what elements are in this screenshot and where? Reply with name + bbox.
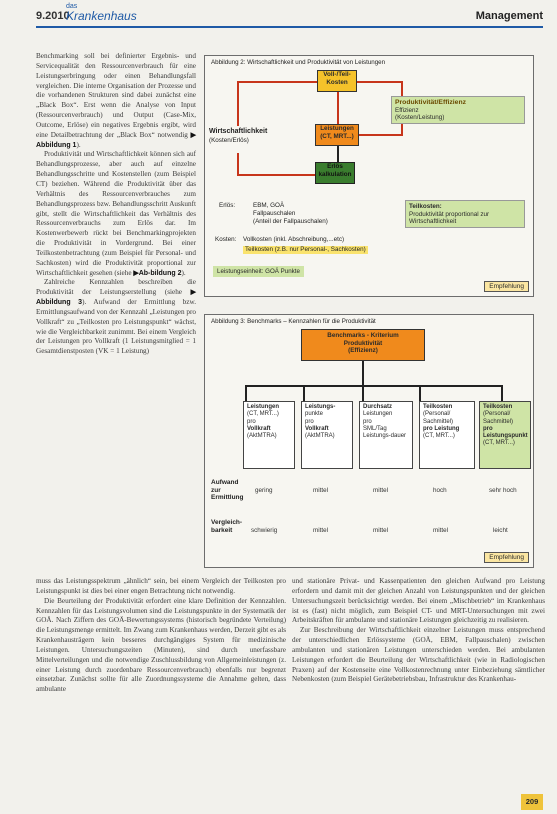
effort-value: mittel bbox=[373, 487, 389, 494]
paragraph: Die Beurteilung der Produktivität erfordert eine klare Definition der Kennzahlen. Kennzahlen für das Leistungsvolumen sind die Leistungspunkte in der Systematik der GOÄ. Nach Ziffern des GOÄ-Bewertungssystems (historisch begründete Verteilung) die Leistungsmenge ermittelt. Im Zwang zum Krankenhaus werden, Derzeit gibt es als Krankenhausträgern kein besseres durchgängiges System für medizinische Leistungen. Untersuchungszeiten (Minuten), sind durch unerfassbare Mittelverteilungen und die notwendige Zuschlussbildung von Allgemeinleistungen (z. einer Leistung durch zuordenbare Ressourcenverbrauch) ebenfalls nur begrenzt einsetzbar. Zunächst sollte für alle Zuordnungssysteme die Annahme gelten, dass ambulante bbox=[36, 596, 286, 694]
paragraph: Zahlreiche Kennzahlen beschreiben die Produktivität der Leistungserstellung (siehe ▶ Abbildung 3). Aufwand der Ermittlung bzw. Ermittlungsaufwand von der Kennzahl „Leistungen pro Vollkraft“ zu „Teilkosten pro Leistungspunkt“ wächst, wie die Vergleichbarkeit zunimmt. Bei einem Vergleich der Leistungen pro Vollkraft (1 Leistungsmitglied = 1 Gesamtdienstposten (VK = 1 Leistung) bbox=[36, 278, 196, 356]
services-box: Leistungen (CT, MRT...) bbox=[315, 124, 359, 146]
recommendation-button[interactable]: Empfehlung bbox=[484, 281, 529, 292]
effort-value: gering bbox=[255, 487, 273, 494]
connector-line bbox=[245, 385, 247, 401]
partial-cost-note: Teilkosten: Produktivität proportional zur Wirtschaftlichkeit bbox=[405, 200, 525, 228]
connector-line bbox=[245, 385, 501, 387]
revenue-item: EBM, GOÄ bbox=[253, 202, 285, 209]
cost-item: Teilkosten (z.B. nur Personal-, Sachkosten) bbox=[245, 246, 366, 253]
economy-label: Wirtschaftlichkeit bbox=[209, 128, 268, 135]
magazine-logo: das Krankenhaus bbox=[66, 3, 137, 23]
recommendation-button[interactable]: Empfehlung bbox=[484, 552, 529, 563]
effort-label: Aufwand zur Ermittlung bbox=[211, 479, 244, 501]
kpi-box: Leistungen (CT, MRT...) pro Vollkraft (AktMTRA) bbox=[243, 401, 295, 469]
comparability-value: leicht bbox=[493, 527, 508, 534]
comparability-label: Vergleich- barkeit bbox=[211, 519, 243, 534]
paragraph: und stationäre Privat- und Kassenpatienten den gleichen Aufwand pro Leistung erfordern und damit mit der gleichen Anzahl von Leistungspunkten und der gleichen Untersuchungszeit berücksichtigt werden. Bei einem „Mischbetrieb“ im Krankenhaus ist es (fast) nicht möglich, zum Beispiel CT- und MRT-Untersuchungen mit zwei Arbeitskräften für ambulante und stationäre Leistungen gleichzeitig zu realisieren. bbox=[292, 577, 545, 625]
effort-value: hoch bbox=[433, 487, 447, 494]
comparability-value: schwierig bbox=[251, 527, 278, 534]
connector-line bbox=[357, 81, 403, 83]
kpi-box: Leistungs- punkte pro Vollkraft (AktMTRA) bbox=[301, 401, 353, 469]
figure-title: Abbildung 2: Wirtschaftlichkeit und Produktivität von Leistungen bbox=[211, 59, 386, 66]
revenue-box: Erlös kalkulation bbox=[315, 162, 355, 184]
paragraph: Produktivität und Wirtschaftlichkeit können sich auf Behandlungsprozesse, aber auch auf einzelne Behandlungsschritte und Kostenstellen (zum Beispiel CT) beziehen. Während die Produktivität über das Verhältnis des Ressourcenverbrauches zum Behandlungsprozess bzw. Behandlungsschritt Auskunft gibt, stellt die Wirtschaftlichkeit das Verhältnis des Ressourcenverbrauchs zum Erlös dar. Im Kostenwerbewerb rückt bei Benchmarkingprojekten die Produktivität in Vordergrund. Bei einer Teilkostenbetrachtung (zum Beispiel für Personal- und Sachkosten) wird die Produktivität proportional zur Wirtschaftlichkeit gesehen (siehe ▶Ab-bildung 2). bbox=[36, 150, 196, 277]
cost-label: Kosten: bbox=[215, 236, 237, 243]
revenue-item: Fallpauschalen bbox=[253, 210, 296, 217]
kpi-box: Durchsatz Leistungen pro SML/Tag Leistungs-dauer bbox=[359, 401, 413, 469]
figure-ref: ▶ Abbildung 3 bbox=[36, 289, 196, 307]
connector-line bbox=[337, 92, 339, 124]
connector-line bbox=[362, 361, 364, 401]
section-title: Management bbox=[475, 10, 543, 22]
connector-line bbox=[237, 81, 239, 126]
comparability-value: mittel bbox=[433, 527, 449, 534]
productivity-box: Produktivität/Effizienz Effizienz (Kosten/Leistung) bbox=[391, 96, 525, 124]
paragraph: Benchmarking soll bei definierter Ergebnis- und Servicequalität den Ressourcenverbrauch für eine Leistungserbringung oder einen Behandlungsfall vergleichen. Die interne Organisation der Prozesse und die vorhandenen Strukturen sind dabei zunächst eine „Black Box“. Erst wenn die Analyse von Input (Ressourcenverbrauch) und Output (Case-Mix, Outcome, Erlöse) ein negatives Ergebnis ergibt, wird eine Detailbetrachtung der „Black Box“ notwendig ▶ Abbildung 1). bbox=[36, 52, 196, 149]
revenue-item: (Anteil der Fallpauschalen) bbox=[253, 218, 328, 225]
connector-line bbox=[359, 134, 403, 136]
benchmark-criterion-box: Benchmarks - Kriterium Produktivität (Effizienz) bbox=[301, 329, 425, 361]
figure-economy-productivity bbox=[204, 55, 534, 297]
bottom-left-column-text bbox=[36, 577, 286, 695]
kpi-box-recommended: Teilkosten (Personal/ Sachmittel) pro Leistungspunkt (CT, MRT...) bbox=[479, 401, 531, 469]
figure-title: Abbildung 3: Benchmarks – Kennzahlen für die Produktivität bbox=[211, 318, 376, 325]
figure-ref: ▶ Abbildung 1 bbox=[36, 131, 196, 149]
comparability-value: mittel bbox=[313, 527, 329, 534]
figure-ref: ▶Ab-bildung 2 bbox=[133, 269, 182, 277]
issue-number: 9.2010 bbox=[36, 10, 70, 22]
economy-sub: (Kosten/Erlös) bbox=[209, 137, 249, 144]
bottom-right-column-text bbox=[292, 577, 545, 685]
service-unit-note: Leistungseinheit: GOÄ Punkte bbox=[213, 266, 304, 277]
connector-line bbox=[501, 385, 503, 401]
kpi-box: Teilkosten (Personal/ Sachmittel) pro Leistung (CT, MRT...) bbox=[419, 401, 475, 469]
header-rule bbox=[36, 26, 543, 28]
revenue-label: Erlös: bbox=[219, 202, 236, 209]
paragraph: muss das Leistungsspektrum „ähnlich“ sein, bei einem Vergleich der Teilkosten pro Leistungspunkt ist dies bei einer engen Betrachtung nicht notwendig. bbox=[36, 577, 286, 595]
connector-line bbox=[401, 124, 403, 135]
figure-benchmark-kpis bbox=[204, 314, 534, 568]
connector-line bbox=[237, 153, 239, 175]
connector-line bbox=[337, 146, 339, 162]
effort-value: mittel bbox=[313, 487, 329, 494]
connector-line bbox=[237, 174, 317, 176]
connector-line bbox=[237, 81, 317, 83]
comparability-value: mittel bbox=[373, 527, 389, 534]
paragraph: Zur Beschreibung der Wirtschaftlichkeit einzelner Leistungen muss entsprechend der unterschiedlichen Erlössysteme (GOÄ, EBM, Fallpauschalen) zwischen ambulanten und stationären Leistungen unterschieden werden. Bei ambulanten Leistungen erfordert die Beurteilung der Wirtschaftlichkeit (wie in Radiologischen Praxen) auf der Kostenseite eine Vollkostenrechnung unter Einbeziehung sämtlicher Nebenkosten (zum Beispiel Gerätebetriebsbau, Infrastruktur des Krankenhau- bbox=[292, 626, 545, 684]
cost-item: Vollkosten (inkl. Abschreibung,...etc) bbox=[243, 236, 345, 243]
left-column-text bbox=[36, 52, 196, 357]
page-number: 209 bbox=[521, 794, 543, 810]
effort-value: sehr hoch bbox=[489, 487, 517, 494]
connector-line bbox=[303, 385, 305, 401]
connector-line bbox=[419, 385, 421, 401]
full-cost-box: Voll-/Teil- Kosten bbox=[317, 70, 357, 92]
